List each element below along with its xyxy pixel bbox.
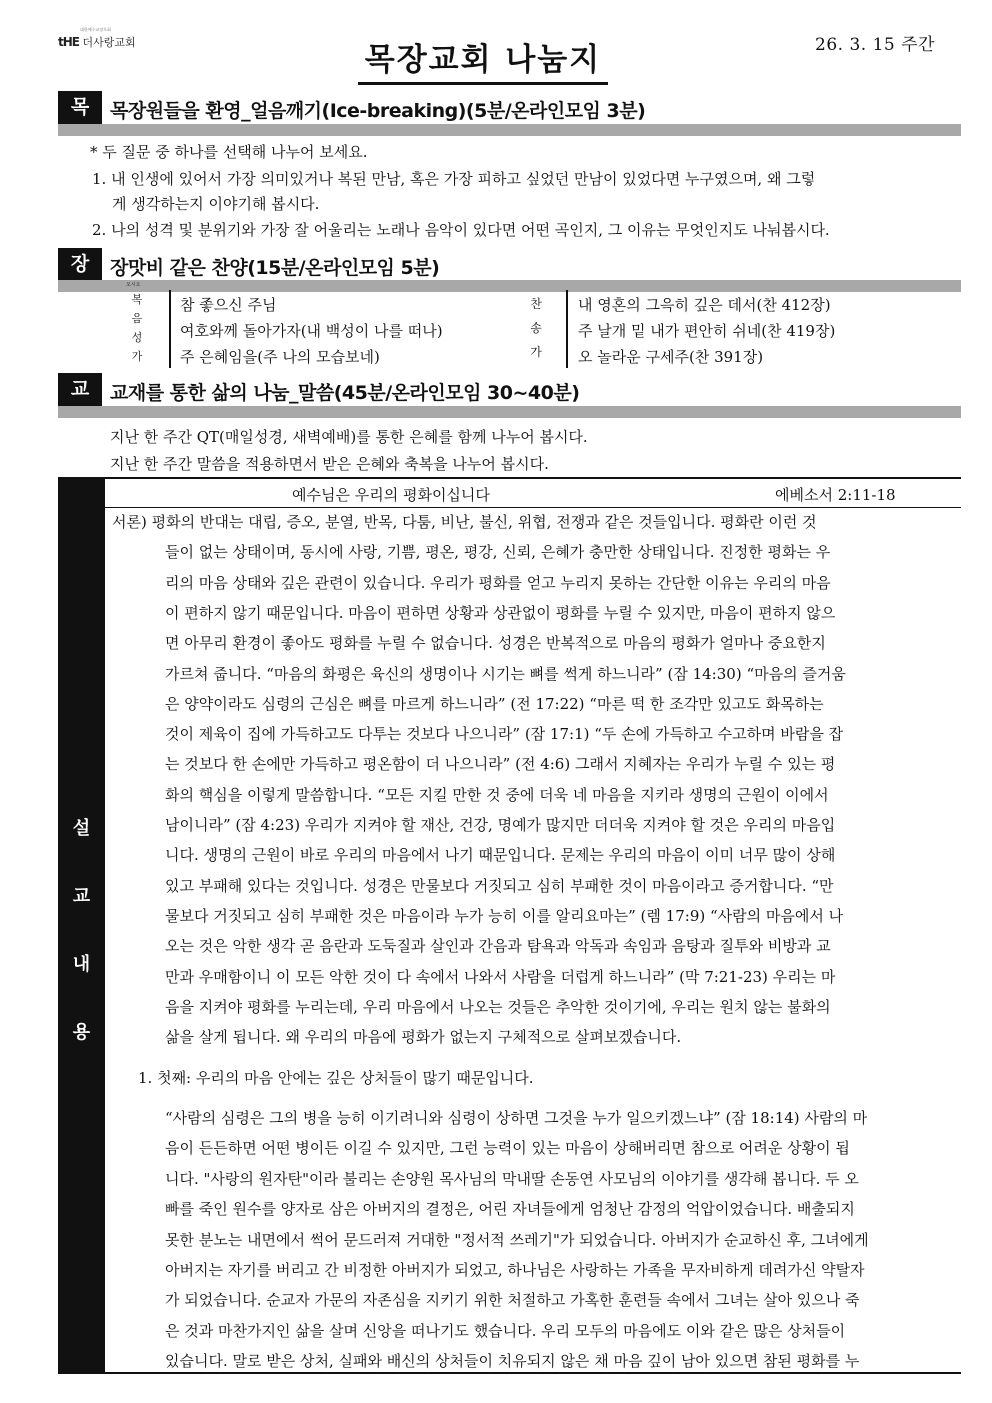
sermon-title: 예수님은 우리의 평화이십니다 — [292, 486, 490, 504]
body-line: 은 것과 마찬가지인 삶을 살며 신앙을 떠나기도 했습니다. 우리 모두의 마음에도 이와 같은 많은 상처들이 — [165, 1321, 846, 1340]
icebreak-question-1-cont: 게 생각하는지 이야기해 봅시다. — [112, 195, 320, 213]
body-line: 리의 마음 상태와 깊은 관련이 있습니다. 우리가 평화를 얻고 누리지 못하는 간단한 이유는 우리의 마음 — [165, 573, 831, 592]
sharing-line-2: 지난 한 주간 말씀을 적용하면서 받은 은혜와 축복을 나누어 봅시다. — [110, 455, 549, 473]
gospel-song-1: 참 좋으신 주님 — [180, 296, 277, 314]
section-bar-3 — [58, 406, 961, 418]
body-line: 오는 것은 악한 생각 곧 음란과 도둑질과 살인과 간음과 탐욕과 악독과 속임과 음탕과 질투와 비방과 교 — [165, 937, 831, 956]
logo-name: 더사랑교회 — [82, 36, 136, 49]
section-badge-2: 장 — [58, 248, 102, 281]
body-line: 음이 든든하면 어떤 병이든 이길 수 있지만, 그런 능력이 있는 마음이 상해버리면 참으로 어려운 상황이 됩 — [165, 1139, 850, 1158]
hymn-2: 주 날개 밑 내가 편안히 쉬네(찬 419장) — [578, 322, 836, 340]
sermon-reference: 에베소서 2:11-18 — [775, 486, 896, 504]
body-line: 이 편하지 않기 때문입니다. 마음이 편하면 상황과 상관없이 평화를 누릴 수 있지만, 마음이 편하지 않으 — [165, 603, 836, 622]
body-line: 빠를 죽인 원수를 양자로 삼은 아버지의 결정은, 어린 자녀들에게 엄청난 감정의 억압이었습니다. 배출되지 — [165, 1200, 855, 1219]
body-line: 니다. 생명의 근원이 바로 우리의 마음에서 나기 때문입니다. 문제는 우리의 마음이 이미 너무 많이 상해 — [165, 846, 836, 865]
body-line: 화의 핵심을 이렇게 말씀합니다. “모든 지킬 만한 것 중에 더욱 네 마음을 지키라 생명의 근원이 이에서 — [165, 785, 829, 804]
icebreak-question-1: 1. 내 인생에 있어서 가장 의미있거나 복된 만남, 혹은 가장 피하고 싶었던 만남이 있었다면 누구였으며, 왜 그렇 — [92, 170, 816, 188]
sharing-line-1: 지난 한 주간 QT(매일성경, 새벽예배)를 통한 은혜를 함께 나누어 봅시다. — [110, 428, 588, 446]
body-line: 삶을 살게 됩니다. 왜 우리의 마음에 평화가 없는지 구체적으로 살펴보겠습니다. — [165, 1028, 682, 1047]
section-bar-1 — [58, 124, 961, 136]
gospel-song-label: 복 음 성 가 — [131, 293, 143, 363]
body-line: 못한 분노는 내면에서 썩어 문드러져 거대한 "정서적 쓰레기"가 되었습니다. 아버지가 순교하신 후, 그녀에게 — [165, 1230, 869, 1249]
body-line: 있고 부패해 있다는 것입니다. 성경은 만물보다 거짓되고 심히 부패한 것이 마음이라고 증거합니다. “만 — [165, 876, 834, 895]
sermon-point-1: 1. 첫째: 우리의 마음 안에는 깊은 상처들이 많기 때문입니다. — [138, 1069, 534, 1087]
body-line: 들이 없는 상태이며, 동시에 사랑, 기쁨, 평온, 평강, 신뢰, 은혜가 충만한 상태입니다. 진정한 평화는 우 — [165, 543, 831, 562]
body-line: “사람의 심령은 그의 병을 능히 이기려니와 심령이 상하면 그것을 누가 일으키겠느냐” (잠 18:14) 사람의 마 — [165, 1109, 868, 1127]
icebreak-question-2: 2. 나의 성격 및 분위기와 가장 잘 어울리는 노래나 음악이 있다면 어떤 곡인지, 그 이유는 무엇인지도 나눠봅시다. — [92, 221, 830, 239]
body-line: 만과 우매함이니 이 모든 악한 것이 다 속에서 나와서 사람을 더럽게 하느니라” (막 7:21-23) 우리는 마 — [165, 967, 836, 986]
body-line: 음을 지켜야 평화를 누리는데, 우리 마음에서 나오는 것들은 추악한 것이기에, 우리는 원치 않는 불화의 — [165, 997, 831, 1016]
issue-date: 26. 3. 15 주간 — [815, 35, 935, 55]
body-line: 물보다 거짓되고 심히 부패한 것은 마음이라 누가 능히 이를 알리요마는” (렘 17:9) “사람의 마음에서 나 — [165, 906, 844, 925]
body-line: 니다. "사랑의 원자탄"이라 불리는 손양원 목사님의 막내딸 손동연 사모님의 이야기를 생각해 봅니다. 두 오 — [165, 1169, 859, 1188]
hymn-divider — [566, 290, 568, 368]
church-logo — [58, 27, 136, 50]
body-line: 남이니라” (잠 4:23) 우리가 지켜야 할 재산, 건강, 명예가 많지만 더더욱 지켜야 할 것은 우리의 마음입 — [165, 816, 836, 834]
hymn-1: 내 영혼의 그윽히 깊은 데서(찬 412장) — [578, 296, 831, 314]
section-badge-3: 교 — [58, 373, 102, 406]
sermon-title-rule — [105, 507, 961, 508]
body-line: 가 되었습니다. 순교자 가문의 자존심을 지키기 위한 처절하고 가혹한 훈련들 속에서 그녀는 살아 있으나 죽 — [165, 1291, 860, 1310]
body-line: 아버지는 자기를 버리고 간 비정한 아버지가 되었고, 하나님은 사랑하는 가족을 무자비하게 데려가신 약탈자 — [165, 1261, 865, 1279]
body-line: 있습니다. 말로 받은 상처, 실패와 배신의 상처들이 치유되지 않은 채 마음 깊이 남아 있으면 참된 평화를 누 — [165, 1352, 860, 1371]
section-title-3: 교재를 통한 삶의 나눔_말씀(45분/온라인모임 30~40분) — [110, 382, 580, 404]
logo-mark: tHE — [58, 35, 79, 49]
section-bar-2 — [58, 280, 961, 292]
gospel-divider — [169, 290, 171, 368]
gospel-label-top: 오시오 — [126, 282, 141, 288]
section-title-2: 장맛비 같은 찬양(15분/온라인모임 5분) — [110, 257, 440, 279]
body-line: 가르쳐 줍니다. “마음의 화평은 육신의 생명이나 시기는 뼈를 썩게 하느니라” (잠 14:30) “마음의 즐거움 — [165, 664, 846, 683]
hymn-3: 오 놀라운 구세주(찬 391장) — [578, 348, 764, 366]
section-title-1: 목장원들을 환영_얼음깨기(Ice-breaking)(5분/온라인모임 3분) — [110, 100, 646, 122]
icebreak-note: * 두 질문 중 하나를 선택해 나누어 보세요. — [90, 143, 368, 161]
body-line: 것이 제육이 집에 가득하고도 다투는 것보다 나으니라” (잠 17:1) “두 손에 가득하고 수고하며 바람을 잡 — [165, 725, 844, 744]
page-title: 목장교회 나눔지 — [358, 38, 608, 85]
gospel-song-2: 여호와께 돌아가자(내 백성이 나를 떠나) — [180, 322, 443, 340]
section-badge-1: 목 — [58, 91, 102, 124]
logo-subtitle: 대한예수교장로회 — [80, 27, 111, 32]
body-line: 서론) 평화의 반대는 대립, 증오, 분열, 반목, 다툼, 비난, 불신, 위협, 전쟁과 같은 것들입니다. 평화란 이런 것 — [112, 513, 817, 531]
hymn-label: 찬 송 가 — [530, 297, 542, 359]
body-line: 면 아무리 환경이 좋아도 평화를 누릴 수 없습니다. 성경은 반복적으로 마음의 평화가 얼마나 중요한지 — [165, 634, 826, 653]
body-line: 는 것보다 한 손에만 가득하고 평온함이 더 나으니라” (전 4:6) 그래서 지혜자는 우리가 누릴 수 있는 평 — [165, 755, 836, 774]
body-line: 은 양약이라도 심령의 근심은 뼈를 마르게 하느니라” (전 17:22) “마른 떡 한 조각만 있고도 화목하는 — [165, 694, 824, 713]
gospel-song-3: 주 은혜임을(주 나의 모습보네) — [180, 348, 380, 366]
sermon-side-label: 설 교 내 용 — [58, 477, 105, 1372]
